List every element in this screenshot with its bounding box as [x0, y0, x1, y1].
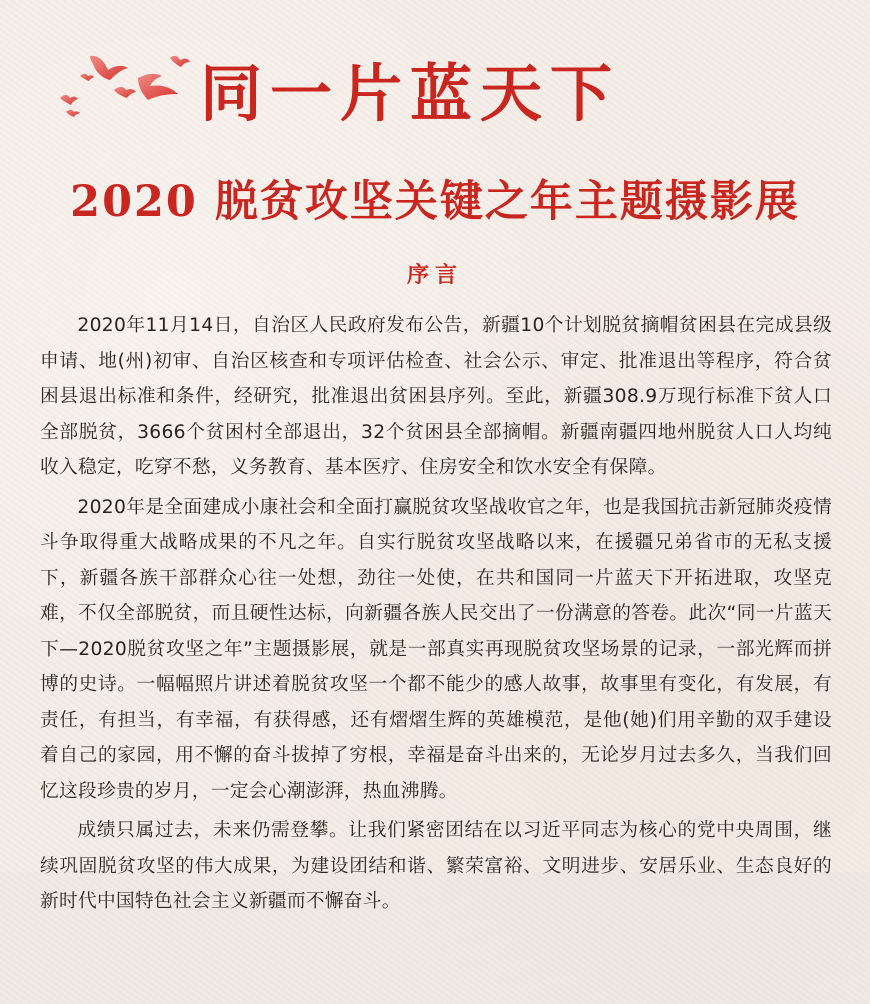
preface-body — [40, 308, 832, 924]
preface-heading: 序言 — [406, 263, 463, 288]
flying-doves-icon — [50, 48, 200, 120]
preface-paragraph-3: 成绩只属过去，未来仍需登攀。让我们紧密团结在以习近平同志为核心的党中央周围，继续巩固脱贫攻坚的伟大成果，为建设团结和谐、繁荣富裕、文明进步、安居乐业、生态良好的新时代中国特色社会主义新疆而不懈奋斗。 — [40, 820, 832, 912]
exhibition-subtitle: 2020 脱贫攻坚关键之年主题摄影展 — [70, 177, 800, 227]
preface-paragraph-2: 2020年是全面建成小康社会和全面打赢脱贫攻坚战收官之年，也是我国抗击新冠肺炎疫情斗争取得重大战略成果的不凡之年。自实行脱贫攻坚战略以来，在援疆兄弟省市的无私支援下，新疆各族干部群众心往一处想，劲往一处使，在共和国同一片蓝天下开拓进取，攻坚克难，不仅全部脱贫，而且硬性达标，向新疆各族人民交出了一份满意的答卷。此次“同一片蓝天下—2020脱贫攻坚之年”主题摄影展，就是一部真实再现脱贫攻坚场景的记录，一部光辉而拼博的史诗。一幅幅照片讲述着脱贫攻坚一个都不能少的感人故事，故事里有变化，有发展，有责任，有担当，有幸福，有获得感，还有熠熠生辉的英雄模范，是他(她)们用辛勤的双手建设着自己的家园，用不懈的奋斗拔掉了穷根，幸福是奋斗出来的，无论岁月过去多久，当我们回忆这段珍贵的岁月，一定会心潮澎湃，热血沸腾。 — [40, 496, 832, 802]
main-title: 同一片蓝天下 — [200, 57, 621, 130]
preface-paragraph-1: 2020年11月14日，自治区人民政府发布公告，新疆10个计划脱贫摘帽贫困县在完成县级申请、地(州)初审、自治区核查和专项评估检查、社会公示、审定、批准退出等程序，符合贫困县退出标准和条件，经研究，批准退出贫困县序列。至此，新疆308.9万现行标准下贫人口全部脱贫，3666个贫困村全部退出，32个贫困县全部摘帽。新疆南疆四地州脱贫人口人均纯收入稳定，吃穿不愁，义务教育、基本医疗、住房安全和饮水安全有保障。 — [40, 315, 832, 478]
